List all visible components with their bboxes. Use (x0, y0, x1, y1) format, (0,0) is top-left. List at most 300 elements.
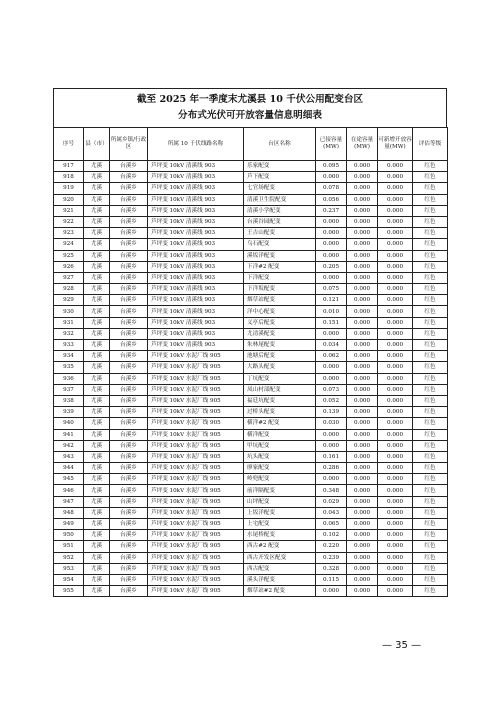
table-cell: 芦坪变 10kV 清溪线 903 (148, 205, 244, 216)
table-cell: 台溪乡 (110, 440, 148, 451)
table-cell: 红色 (413, 306, 448, 317)
table-cell: 红色 (413, 194, 448, 205)
table-cell: 0.286 (316, 463, 347, 474)
table-cell: 0.000 (378, 574, 413, 585)
table-cell: 横洋#2 配变 (244, 418, 316, 429)
table-cell: 尤溪 (84, 530, 110, 541)
table-cell: 0.000 (378, 384, 413, 395)
table-cell: 0.151 (316, 317, 347, 328)
table-cell: 0.000 (347, 284, 378, 295)
table-cell: 台溪乡 (110, 362, 148, 373)
table-cell: 0.000 (347, 395, 378, 406)
table-cell: 台溪乡 (110, 530, 148, 541)
table-cell: 清溪小学配变 (244, 205, 316, 216)
table-cell: 0.000 (378, 485, 413, 496)
table-cell: 下洋坂配变 (244, 284, 316, 295)
table-cell: 0.000 (378, 395, 413, 406)
table-cell: 尤溪 (84, 384, 110, 395)
table-cell: 0.000 (316, 250, 347, 261)
table-cell: 红色 (413, 362, 448, 373)
table-cell: 乌石配变 (244, 239, 316, 250)
table-cell: 0.348 (316, 485, 347, 496)
table-cell: 尤溪 (84, 183, 110, 194)
table-cell: 芦坪变 10kV 清溪线 903 (148, 317, 244, 328)
table-cell: 0.139 (316, 407, 347, 418)
table-row (54, 216, 448, 227)
table-cell: 0.000 (378, 407, 413, 418)
table-title (53, 88, 447, 127)
table-cell: 0.029 (316, 496, 347, 507)
table-cell: 尤溪 (84, 373, 110, 384)
table-cell: 台溪乡 (110, 586, 148, 597)
table-cell: 933 (54, 340, 84, 351)
table-cell: 烟草站#2 配变 (244, 586, 316, 597)
table-cell: 0.043 (316, 507, 347, 518)
table-cell: 0.000 (347, 205, 378, 216)
table-cell: 台溪乡 (110, 205, 148, 216)
table-cell: 尤溪 (84, 496, 110, 507)
table-cell: 台溪乡 (110, 340, 148, 351)
table-cell: 尤溪 (84, 205, 110, 216)
table-cell: 芦坪变 10kV 清溪线 903 (148, 172, 244, 183)
table-row (54, 395, 448, 406)
table-cell: 0.000 (347, 172, 378, 183)
table-cell: 尤溪 (84, 541, 110, 552)
table-cell: 0.000 (347, 295, 378, 306)
table-cell: 芦坪变 10kV 清溪线 903 (148, 183, 244, 194)
table-cell: 台溪乡 (110, 574, 148, 585)
table-cell: 940 (54, 418, 84, 429)
table-row (54, 183, 448, 194)
table-cell: 红色 (413, 172, 448, 183)
table-cell: 台溪乡 (110, 507, 148, 518)
table-row (54, 194, 448, 205)
table-cell: 芦坪变 10kV 水泥厂线 905 (148, 384, 244, 395)
table-cell: 0.065 (316, 519, 347, 530)
table-cell: 0.115 (316, 574, 347, 585)
table-cell: 台溪乡 (110, 172, 148, 183)
table-cell: 红色 (413, 183, 448, 194)
table-cell: 949 (54, 519, 84, 530)
table-cell: 尤溪 (84, 552, 110, 563)
table-cell: 0.000 (378, 295, 413, 306)
table-cell: 红色 (413, 216, 448, 227)
table-cell: 944 (54, 463, 84, 474)
table-cell: 尤溪 (84, 451, 110, 462)
table-cell: 0.000 (347, 440, 378, 451)
table-cell: 939 (54, 407, 84, 418)
table-cell: 0.000 (378, 440, 413, 451)
table-cell: 0.000 (316, 216, 347, 227)
table-cell: 0.000 (378, 172, 413, 183)
table-cell: 0.000 (347, 384, 378, 395)
table-cell: 红色 (413, 284, 448, 295)
table-cell: 0.010 (316, 306, 347, 317)
table-cell: 芦坪变 10kV 清溪线 903 (148, 194, 244, 205)
table-cell: 0.220 (316, 541, 347, 552)
table-row (54, 373, 448, 384)
table-cell: 红色 (413, 574, 448, 585)
table-cell: 芦坪变 10kV 水泥厂线 905 (148, 429, 244, 440)
table-cell: 924 (54, 239, 84, 250)
table-cell: 947 (54, 496, 84, 507)
table-cell: 0.000 (347, 239, 378, 250)
table-cell: 948 (54, 507, 84, 518)
table-cell: 0.000 (347, 463, 378, 474)
table-cell: 0.000 (347, 496, 378, 507)
table-row (54, 574, 448, 585)
table-row (54, 474, 448, 485)
header-cell: 在途容量(MW) (347, 128, 378, 161)
table-cell: 朱林尾配变 (244, 340, 316, 351)
table-cell: 0.000 (347, 563, 378, 574)
table-cell: 上坂洋配变 (244, 507, 316, 518)
table-cell: 0.000 (316, 228, 347, 239)
table-cell: 954 (54, 574, 84, 585)
table-cell: 尤清溪配变 (244, 328, 316, 339)
table-cell: 台溪乡 (110, 496, 148, 507)
table-cell: 红色 (413, 272, 448, 283)
table-cell: 尤溪 (84, 586, 110, 597)
table-cell: 水尾桥配变 (244, 530, 316, 541)
table-cell: 台溪乡 (110, 451, 148, 462)
table-header-row (54, 128, 448, 161)
table-row (54, 272, 448, 283)
table-cell: 937 (54, 384, 84, 395)
header-cell: 所属乡镇/行政区 (110, 128, 148, 161)
table-row (54, 530, 448, 541)
table-cell: 929 (54, 295, 84, 306)
table-cell: 西古配变 (244, 563, 316, 574)
table-cell: 下洋配变 (244, 272, 316, 283)
table-cell: 0.000 (347, 340, 378, 351)
table-cell: 芦坪变 10kV 清溪线 903 (148, 239, 244, 250)
table-cell: 尤溪 (84, 172, 110, 183)
table-cell: 952 (54, 552, 84, 563)
table-cell: 0.000 (347, 328, 378, 339)
table-cell: 0.000 (378, 239, 413, 250)
header-cell: 所属 10 千伏线路名称 (148, 128, 244, 161)
table-cell: 尤溪 (84, 306, 110, 317)
table-cell: 芦坪变 10kV 清溪线 903 (148, 328, 244, 339)
table-cell: 红色 (413, 295, 448, 306)
table-cell: 芦坪变 10kV 水泥厂线 905 (148, 373, 244, 384)
table-cell: 921 (54, 205, 84, 216)
table-cell: 台溪谷园配变 (244, 216, 316, 227)
table-cell: 尤溪 (84, 463, 110, 474)
table-cell: 943 (54, 451, 84, 462)
table-cell: 台溪乡 (110, 261, 148, 272)
table-row (54, 451, 448, 462)
table-cell: 0.030 (316, 418, 347, 429)
table-cell: 0.052 (316, 395, 347, 406)
table-cell: 王吉山配变 (244, 228, 316, 239)
table-cell: 红色 (413, 474, 448, 485)
table-cell: 936 (54, 373, 84, 384)
table-row (54, 496, 448, 507)
table-cell: 上宅配变 (244, 519, 316, 530)
table-cell: 0.000 (347, 507, 378, 518)
table-cell: 红色 (413, 340, 448, 351)
table-cell: 0.000 (378, 161, 413, 172)
table-cell: 0.000 (378, 530, 413, 541)
table-cell: 芦坪变 10kV 水泥厂线 905 (148, 463, 244, 474)
table-cell: 红色 (413, 440, 448, 451)
table-row (54, 284, 448, 295)
table-cell: 0.000 (347, 228, 378, 239)
table-cell: 芦坪变 10kV 水泥厂线 905 (148, 563, 244, 574)
table-cell: 芦坪变 10kV 水泥厂线 905 (148, 496, 244, 507)
table-cell: 0.161 (316, 451, 347, 462)
table-cell: 0.000 (378, 507, 413, 518)
table-cell: 芦坪变 10kV 水泥厂线 905 (148, 395, 244, 406)
table-cell: 红色 (413, 328, 448, 339)
table-cell: 丁坑配变 (244, 373, 316, 384)
table-cell: 芦坪变 10kV 清溪线 903 (148, 340, 244, 351)
header-cell: 已接容量(MW) (316, 128, 347, 161)
table-cell: 芦坪变 10kV 水泥厂线 905 (148, 519, 244, 530)
header-cell: 台区名称 (244, 128, 316, 161)
table-cell: 0.000 (378, 418, 413, 429)
table-cell: 红色 (413, 552, 448, 563)
table-cell: 红色 (413, 519, 448, 530)
table-cell: 923 (54, 228, 84, 239)
table-cell: 0.000 (347, 474, 378, 485)
table-cell: 0.095 (316, 161, 347, 172)
table-cell: 0.000 (347, 194, 378, 205)
table-cell: 950 (54, 530, 84, 541)
table-cell: 0.000 (316, 362, 347, 373)
table-cell: 918 (54, 172, 84, 183)
table-cell: 芦坪变 10kV 水泥厂线 905 (148, 407, 244, 418)
table-cell: 红色 (413, 451, 448, 462)
table-cell: 尤溪 (84, 216, 110, 227)
table-cell: 台溪乡 (110, 384, 148, 395)
table-cell: 红色 (413, 463, 448, 474)
table-row (54, 351, 448, 362)
table-cell: 922 (54, 216, 84, 227)
table-cell: 红色 (413, 530, 448, 541)
table-cell: 台溪乡 (110, 161, 148, 172)
table-cell: 清溪卫生院配变 (244, 194, 316, 205)
table-row (54, 519, 448, 530)
table-cell: 尤溪 (84, 351, 110, 362)
table-cell: 0.000 (378, 586, 413, 597)
table-row (54, 328, 448, 339)
table-cell: 台溪乡 (110, 216, 148, 227)
table-cell: 芦坪变 10kV 清溪线 903 (148, 261, 244, 272)
table-cell: 台溪乡 (110, 317, 148, 328)
table-cell: 福廷坑配变 (244, 395, 316, 406)
table-cell: 前洋隔配变 (244, 485, 316, 496)
table-row (54, 261, 448, 272)
table-cell: 0.000 (378, 552, 413, 563)
table-cell: 0.000 (378, 228, 413, 239)
table-cell: 0.000 (347, 418, 378, 429)
table-cell: 0.000 (347, 485, 378, 496)
table-cell: 919 (54, 183, 84, 194)
table-cell: 931 (54, 317, 84, 328)
table-cell: 凤山村部配变 (244, 384, 316, 395)
table-cell: 尤溪 (84, 485, 110, 496)
table-cell: 尤溪 (84, 474, 110, 485)
table-row (54, 485, 448, 496)
table-cell: 0.000 (378, 541, 413, 552)
table-cell: 0.000 (347, 306, 378, 317)
table-cell: 尤溪 (84, 418, 110, 429)
table-cell: 台溪乡 (110, 306, 148, 317)
table-cell: 西古#2 配变 (244, 541, 316, 552)
table-cell: 0.034 (316, 340, 347, 351)
table-cell: 芦坪变 10kV 水泥厂线 905 (148, 574, 244, 585)
table-cell: 尤溪 (84, 395, 110, 406)
table-cell: 红色 (413, 228, 448, 239)
table-cell: 0.121 (316, 295, 347, 306)
table-cell: 0.000 (378, 563, 413, 574)
table-cell: 红色 (413, 250, 448, 261)
table-cell: 0.000 (347, 373, 378, 384)
table-cell: 0.000 (347, 451, 378, 462)
table-cell: 0.000 (378, 317, 413, 328)
table-cell: 红色 (413, 407, 448, 418)
document-sheet (53, 88, 447, 597)
table-cell: 0.000 (378, 351, 413, 362)
table-cell: 芦坪变 10kV 清溪线 903 (148, 284, 244, 295)
table-row (54, 384, 448, 395)
table-cell: 935 (54, 362, 84, 373)
table-cell: 芦坪变 10kV 清溪线 903 (148, 228, 244, 239)
table-row (54, 541, 448, 552)
table-cell: 台溪乡 (110, 228, 148, 239)
page-number: — 35 — (382, 640, 422, 651)
table-cell: 尤溪 (84, 295, 110, 306)
table-cell: 尤溪 (84, 362, 110, 373)
table-cell: 芦坪变 10kV 水泥厂线 905 (148, 474, 244, 485)
table-cell: 925 (54, 250, 84, 261)
table-cell: 芦坪变 10kV 清溪线 903 (148, 216, 244, 227)
table-cell: 红色 (413, 507, 448, 518)
table-cell: 0.000 (378, 205, 413, 216)
table-cell: 920 (54, 194, 84, 205)
table-cell: 台溪乡 (110, 194, 148, 205)
table-cell: 尤溪 (84, 440, 110, 451)
table-cell: 红色 (413, 384, 448, 395)
table-row (54, 586, 448, 597)
table-cell: 0.000 (347, 161, 378, 172)
table-cell: 934 (54, 351, 84, 362)
table-cell: 0.000 (316, 239, 347, 250)
table-cell: 0.000 (378, 451, 413, 462)
table-cell: 甲坑配变 (244, 440, 316, 451)
table-row (54, 362, 448, 373)
table-cell: 芦坪变 10kV 清溪线 903 (148, 250, 244, 261)
table-cell: 0.000 (316, 440, 347, 451)
table-row (54, 463, 448, 474)
table-cell: 0.000 (347, 552, 378, 563)
table-cell: 义亭后配变 (244, 317, 316, 328)
table-cell: 红色 (413, 317, 448, 328)
header-cell: 县（市） (84, 128, 110, 161)
table-cell: 红色 (413, 485, 448, 496)
table-cell: 芦坪变 10kV 清溪线 903 (148, 272, 244, 283)
table-cell: 台溪乡 (110, 351, 148, 362)
table-row (54, 407, 448, 418)
table-cell: 横洋配变 (244, 429, 316, 440)
table-cell: 0.000 (378, 284, 413, 295)
table-row (54, 317, 448, 328)
table-cell: 大路头配变 (244, 362, 316, 373)
table-cell: 红色 (413, 541, 448, 552)
table-cell: 0.000 (347, 362, 378, 373)
table-cell: 0.000 (378, 194, 413, 205)
table-cell: 芦坪变 10kV 水泥厂线 905 (148, 418, 244, 429)
table-cell: 0.000 (316, 328, 347, 339)
table-cell: 过桥头配变 (244, 407, 316, 418)
table-row (54, 239, 448, 250)
table-cell: 0.000 (378, 429, 413, 440)
table-cell: 尤溪 (84, 507, 110, 518)
table-cell: 台溪乡 (110, 418, 148, 429)
table-cell: 芦坪变 10kV 水泥厂线 905 (148, 362, 244, 373)
table-cell: 0.000 (347, 261, 378, 272)
table-cell: 红色 (413, 161, 448, 172)
table-cell: 尤溪 (84, 161, 110, 172)
table-cell: 尤溪 (84, 429, 110, 440)
table-cell: 芦坪变 10kV 水泥厂线 905 (148, 507, 244, 518)
table-cell: 红色 (413, 418, 448, 429)
table-cell: 0.000 (347, 586, 378, 597)
table-cell: 0.000 (347, 407, 378, 418)
table-cell: 芦坪变 10kV 水泥厂线 905 (148, 440, 244, 451)
table-row (54, 429, 448, 440)
table-cell: 0.000 (378, 474, 413, 485)
table-row (54, 205, 448, 216)
table-cell: 洋中心配变 (244, 306, 316, 317)
table-row (54, 418, 448, 429)
table-row (54, 306, 448, 317)
table-cell: 0.000 (316, 429, 347, 440)
table-cell: 0.237 (316, 205, 347, 216)
table-cell: 池塘后配变 (244, 351, 316, 362)
table-cell: 台溪乡 (110, 463, 148, 474)
table-row (54, 552, 448, 563)
table-cell: 0.205 (316, 261, 347, 272)
capacity-table (53, 127, 448, 597)
table-cell: 0.102 (316, 530, 347, 541)
table-cell: 红色 (413, 563, 448, 574)
title-line-1: 截至 2025 年一季度末尤溪县 10 千伏公用配变台区 (136, 94, 364, 105)
table-cell: 0.000 (378, 362, 413, 373)
table-cell: 溪头洋配变 (244, 574, 316, 585)
table-cell: 烟草站配变 (244, 295, 316, 306)
table-cell: 芦坪变 10kV 水泥厂线 905 (148, 451, 244, 462)
table-cell: 0.075 (316, 284, 347, 295)
table-cell: 台溪乡 (110, 519, 148, 530)
table-cell: 0.056 (316, 194, 347, 205)
table-cell: 938 (54, 395, 84, 406)
table-row (54, 340, 448, 351)
table-cell: 0.000 (378, 496, 413, 507)
table-cell: 西古开发区配变 (244, 552, 316, 563)
table-cell: 尤溪 (84, 228, 110, 239)
table-cell: 0.000 (347, 429, 378, 440)
table-cell: 红色 (413, 586, 448, 597)
table-cell: 芦坪变 10kV 清溪线 903 (148, 161, 244, 172)
table-cell: 台溪乡 (110, 563, 148, 574)
header-cell: 序号 (54, 128, 84, 161)
table-row (54, 228, 448, 239)
table-cell: 942 (54, 440, 84, 451)
